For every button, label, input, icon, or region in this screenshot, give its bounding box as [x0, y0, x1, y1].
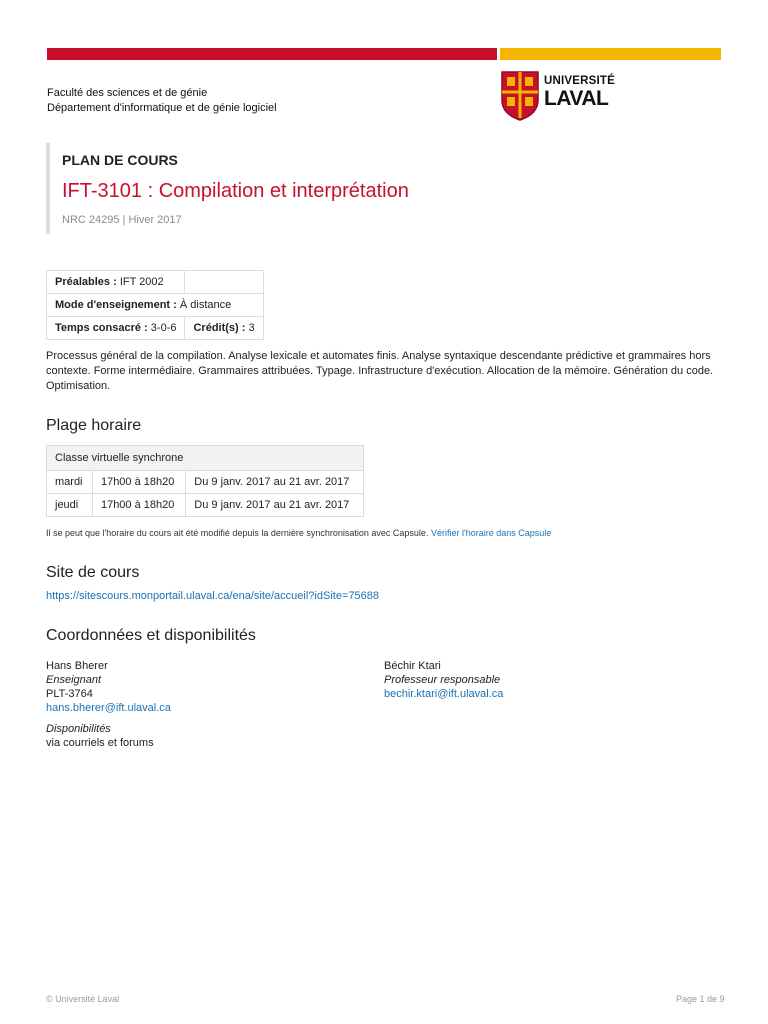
table-row: [47, 317, 264, 340]
table-row: [47, 294, 264, 317]
header-gold-bar: [500, 48, 721, 60]
contacts-heading: Coordonnées et disponibilités: [46, 627, 256, 644]
prereq-value: IFT 2002: [119, 276, 164, 288]
course-info-table: [46, 270, 264, 340]
schedule-table: [46, 445, 364, 517]
university-logo: [500, 70, 620, 122]
title-accent-bar: [46, 143, 50, 234]
credits-cell: Crédit(s) : 3: [185, 317, 264, 340]
verify-schedule-link[interactable]: Vérifier l'horaire dans Capsule: [430, 528, 552, 538]
mode-value: À distance: [179, 299, 232, 311]
time-value: 3-0-6: [150, 322, 177, 334]
logo-line-2: LAVAL: [544, 87, 609, 110]
department-name: Département d'informatique et de génie logiciel: [47, 102, 277, 114]
contact-role: Enseignant: [46, 674, 102, 686]
faculty-name: Faculté des sciences et de génie: [47, 87, 208, 99]
prereq-cell: Préalables : IFT 2002: [47, 271, 185, 294]
shield-icon: [500, 70, 540, 122]
schedule-time: 17h00 à 18h20: [92, 471, 185, 494]
schedule-dates: Du 9 janv. 2017 au 21 avr. 2017: [186, 471, 364, 494]
course-description: Processus général de la compilation. Analyse lexicale et automates finis. Analyse syntaxique descendante prédictive et grammaires hors contexte. Forme intermédiaire. Grammaires attribuées. Typage. Infrastructure d'exécution. Allocation de la mémoire. Génération du code. Optimisation.: [46, 350, 714, 392]
time-cell: Temps consacré : 3-0-6: [47, 317, 185, 340]
contact-email-link[interactable]: bechir.ktari@ift.ulaval.ca: [384, 688, 504, 700]
contact-name: Béchir Ktari: [384, 660, 441, 672]
course-site-link[interactable]: https://sitescours.monportail.ulaval.ca/ena/site/accueil?idSite=75688: [46, 590, 379, 602]
schedule-day: mardi: [47, 471, 93, 494]
plan-de-cours-label: PLAN DE COURS: [62, 152, 178, 168]
table-row: [47, 446, 364, 471]
contact-office: PLT-3764: [46, 688, 93, 700]
footer-copyright: © Université Laval: [46, 994, 120, 1004]
availability-value: via courriels et forums: [46, 737, 154, 749]
schedule-table-header: Classe virtuelle synchrone: [47, 446, 364, 471]
table-row: [47, 494, 364, 517]
course-subtitle: NRC 24295 | Hiver 2017: [62, 214, 182, 226]
schedule-heading: Plage horaire: [46, 417, 142, 434]
header-red-bar: [47, 48, 497, 60]
contact-card: [46, 659, 171, 750]
schedule-note-text: Il se peut que l'horaire du cours ait été modifié depuis la dernière synchronisation avec Capsule.: [46, 528, 429, 538]
credits-value: 3: [248, 322, 255, 334]
footer-page-number: Page 1 de 9: [676, 994, 725, 1004]
logo-line-1: UNIVERSITÉ: [544, 75, 616, 87]
faculty-block: [47, 86, 277, 116]
contact-email-link[interactable]: hans.bherer@ift.ulaval.ca: [46, 702, 171, 714]
contact-role: Professeur responsable: [384, 674, 501, 686]
schedule-dates: Du 9 janv. 2017 au 21 avr. 2017: [186, 494, 364, 517]
empty-cell: [185, 271, 264, 294]
contact-name: Hans Bherer: [46, 660, 108, 672]
table-row: [47, 271, 264, 294]
mode-cell: Mode d'enseignement : À distance: [47, 294, 264, 317]
schedule-time: 17h00 à 18h20: [92, 494, 185, 517]
course-title: IFT-3101 : Compilation et interprétation: [62, 180, 409, 202]
schedule-day: jeudi: [47, 494, 93, 517]
table-row: [47, 471, 364, 494]
availability-label: Disponibilités: [46, 723, 111, 735]
schedule-note: [46, 528, 551, 538]
contact-card: [384, 659, 503, 701]
course-site-heading: Site de cours: [46, 564, 140, 581]
